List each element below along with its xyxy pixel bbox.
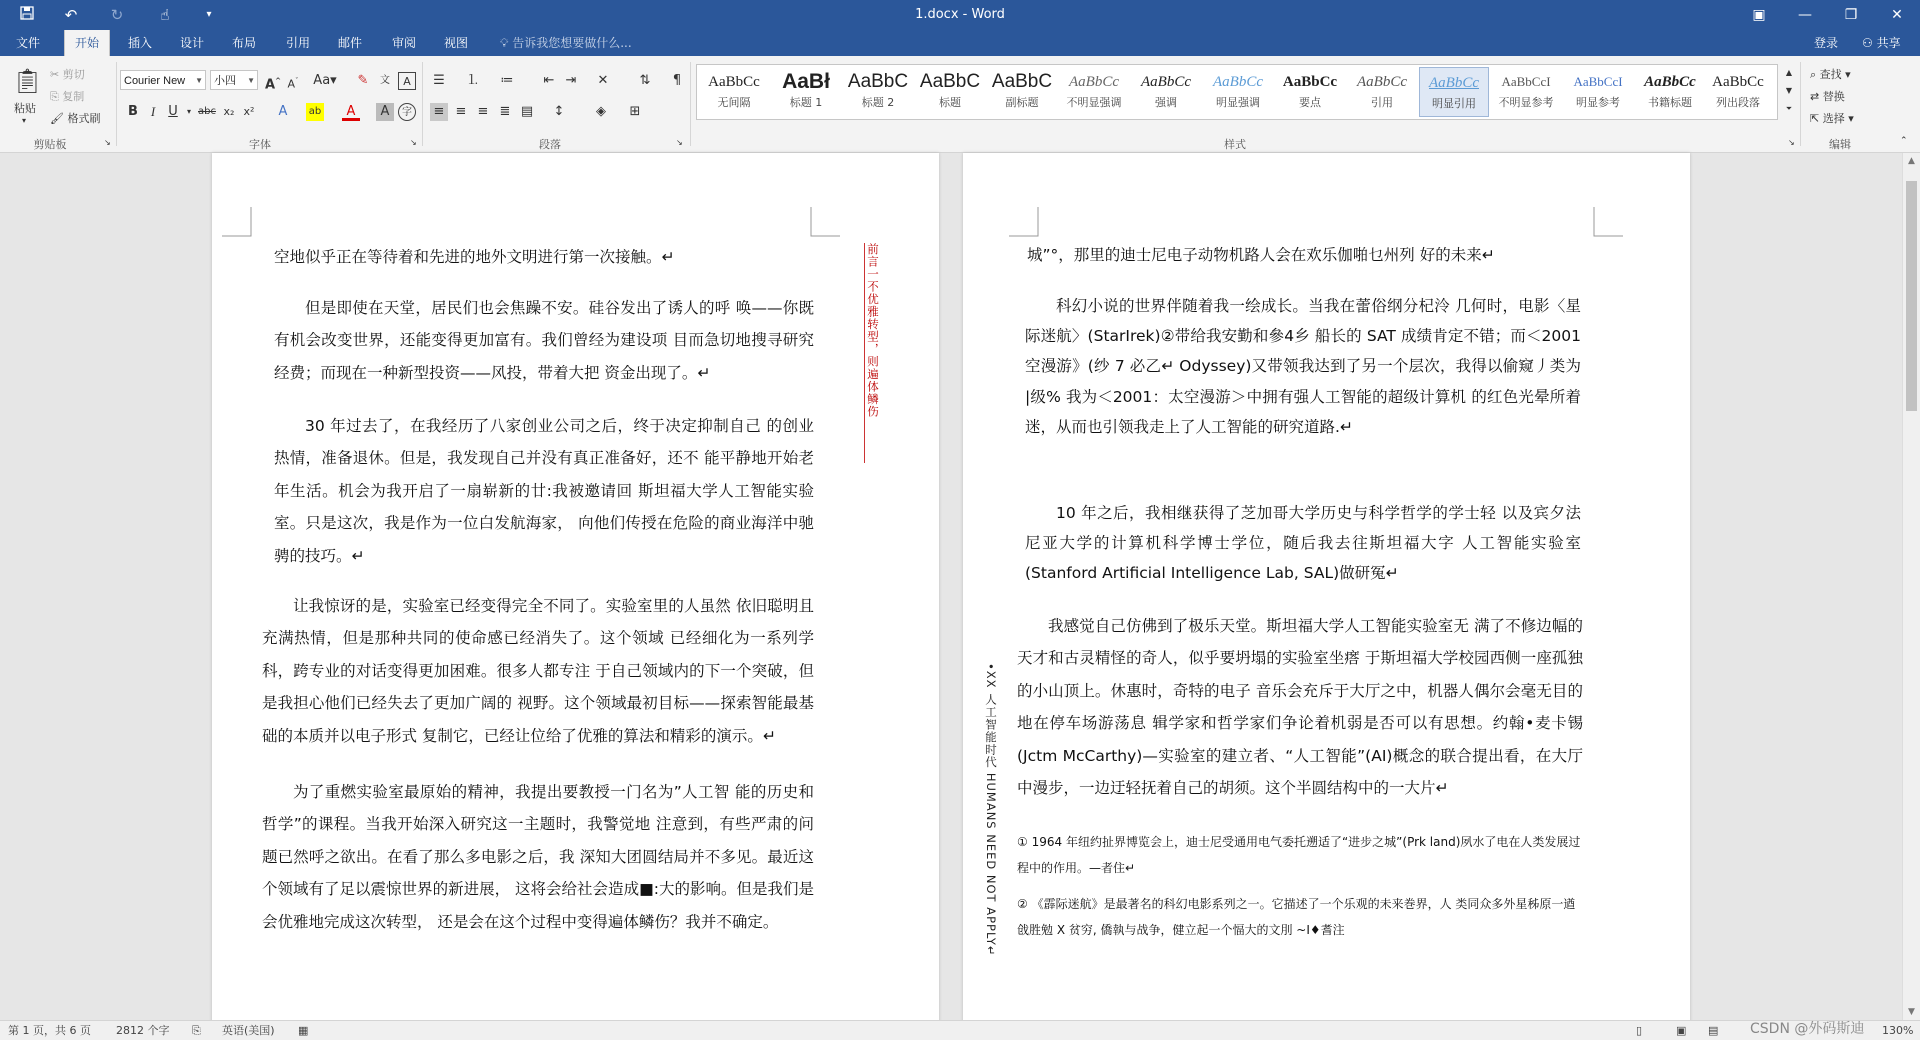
chevron-down-icon: ▼ bbox=[247, 76, 255, 85]
sort-icon[interactable]: ⇅ bbox=[639, 73, 651, 88]
zoom-level[interactable]: 130% bbox=[1882, 1024, 1914, 1037]
tell-me-box[interactable] bbox=[500, 30, 632, 56]
font-size-value: 小四 bbox=[214, 75, 236, 87]
style-subtitle[interactable] bbox=[987, 67, 1057, 117]
enclose-characters-icon[interactable]: 字 bbox=[398, 103, 416, 121]
shading-icon[interactable]: ◈ bbox=[596, 104, 606, 119]
style-name: 强调 bbox=[1155, 96, 1177, 109]
ribbon-display-icon[interactable]: ▣ bbox=[1752, 7, 1766, 23]
cut-button[interactable] bbox=[50, 66, 85, 82]
style-list-paragraph[interactable] bbox=[1703, 67, 1773, 117]
paragraph[interactable]: 空地似乎正在等待着和先进的地外文明进行第一次接触。↵ bbox=[274, 248, 675, 266]
scroll-up-icon[interactable]: ▲ bbox=[1908, 156, 1915, 166]
style-name: 副标题 bbox=[1005, 96, 1039, 109]
group-divider bbox=[1800, 62, 1801, 146]
style-sample: AaBbCc bbox=[1213, 74, 1263, 90]
tab-view[interactable]: 视图 bbox=[444, 36, 469, 50]
decrease-indent-icon[interactable]: ⇤ bbox=[543, 73, 555, 88]
style-sample: AaBbC bbox=[919, 71, 981, 92]
superscript-icon[interactable]: x² bbox=[243, 105, 255, 118]
justify-icon[interactable]: ≣ bbox=[499, 104, 511, 119]
undo-icon[interactable]: ↶ bbox=[64, 6, 78, 24]
find-label: 查找 bbox=[1819, 68, 1842, 81]
scroll-thumb[interactable] bbox=[1906, 181, 1917, 411]
paragraph[interactable]: 城”°，那里的迪士尼电子动物机路人会在欢乐伽啪乜州列 好的未来↵ bbox=[1027, 246, 1495, 264]
word-count[interactable]: 2812 个字 bbox=[116, 1024, 170, 1037]
paragraph[interactable]: 科幻小说的世界伴随着我一绘成长。当我在蕾俗纲分杞泠 几何时，电影〈星际迷航〉(StarIrek)②带给我安勤和參4乡 船长的 SAT 成绩肯定不错；而＜2001 空漫游》(纱 7 必乙↵ Odyssey)又带领我达到了另一个层次，我得以偷窥丿类为 |级% 我为＜2001：太空漫游＞中拥有强人工智能的超级计算机 的红色光晕所着迷，从而也引领我走上了人工智能的研究道路.↵ bbox=[1025, 297, 1706, 436]
style-subtle-reference[interactable] bbox=[1491, 67, 1561, 117]
vertical-running-header: •XX 人工智能时代 HUMANS NEED NOT APPLY↵ bbox=[984, 663, 998, 957]
print-layout-icon[interactable]: ▣ bbox=[1676, 1024, 1687, 1037]
restore-icon[interactable]: ❐ bbox=[1844, 7, 1858, 23]
paste-icon[interactable]: 📋︎ bbox=[12, 67, 43, 95]
style-name: 书籍标题 bbox=[1648, 96, 1692, 109]
style-sample: AaBbCcI bbox=[1501, 74, 1551, 89]
ribbon-tabs bbox=[0, 30, 1920, 56]
character-border-icon[interactable]: A bbox=[398, 72, 416, 90]
brush-icon: 🖌︎ bbox=[50, 112, 68, 125]
paragraph[interactable]: 让我惊讶的是，实验室已经变得完全不同了。实验室里的人虽然 依旧聪明且充满热情，但是那种共同的使命感已经消失了。这个领域 已经细化为一系列学科，跨专业的对话变得更加困难。很多人都专注 于自己领域内的下一个突破，但是我担心他们已经失去了更加广阔的 视野。这个领域最初目标——探索智能最基础的本质并以电子形式 复制它，已经让位给了优雅的算法和精彩的演示。↵ bbox=[262, 597, 814, 745]
format-painter-label: 格式刷 bbox=[67, 112, 101, 125]
style-name: 不明显强调 bbox=[1066, 96, 1122, 109]
subscript-icon[interactable]: x₂ bbox=[223, 105, 235, 118]
underline-icon[interactable]: U bbox=[168, 104, 178, 119]
editing-group-label: 编辑 bbox=[1829, 138, 1851, 151]
customize-icon[interactable]: ▾ bbox=[206, 9, 212, 20]
macro-record-icon[interactable]: ▦ bbox=[298, 1024, 309, 1037]
style-subtle-emphasis[interactable] bbox=[1059, 67, 1129, 117]
paragraph[interactable]: 30 年过去了，在我经历了八家创业公司之后，终于决定抑制自己 的创业热情，准备退休。但是，我发现自己并没有真正准备好，还不 能平静地开始老年生活。机会为我开启了一扇崭新的廿:我被邀请回 斯坦福大学人工智能实验室。只是这次，我是作为一位白发航海家， 向他们传授在危险的商业海洋中驰骋的技巧。↵ bbox=[274, 417, 814, 565]
replace-label: 替换 bbox=[1822, 90, 1845, 103]
vertical-running-header: 前言一不优雅转型，则遍体鳞伤 bbox=[864, 243, 881, 463]
text-effects-icon[interactable]: A bbox=[278, 104, 288, 119]
style-name: 明显强调 bbox=[1216, 96, 1260, 109]
tab-mailings[interactable]: 邮件 bbox=[338, 36, 363, 50]
gallery-up-icon[interactable]: ▲ bbox=[1785, 68, 1793, 77]
document-area bbox=[0, 153, 1902, 1020]
format-painter-button[interactable] bbox=[50, 110, 100, 126]
font-name-combo[interactable] bbox=[120, 70, 206, 90]
ribbon bbox=[0, 56, 1920, 153]
highlight-icon[interactable]: ab bbox=[306, 103, 324, 121]
style-name: 要点 bbox=[1299, 96, 1321, 109]
footnote[interactable] bbox=[1017, 829, 1587, 881]
style-sample: AaBbC bbox=[847, 71, 909, 92]
paragraph[interactable]: 但是即使在天堂，居民们也会焦躁不安。硅谷发出了诱人的呼 唤——你既有机会改变世界，还能变得更加富有。我们曾经为建设项 目而急切地搜寻研究经费；而现在一种新型投资——风投，带着大把 资金出现了。↵ bbox=[274, 299, 814, 382]
style-name: 标题 bbox=[939, 96, 961, 109]
proofing-icon[interactable]: ⎘ bbox=[192, 1024, 201, 1037]
tab-review[interactable]: 审阅 bbox=[392, 36, 417, 50]
tab-home[interactable]: 开始 bbox=[64, 30, 110, 56]
gallery-down-icon[interactable]: ▼ bbox=[1785, 86, 1793, 95]
clipboard-launcher-icon[interactable]: ↘ bbox=[104, 138, 111, 147]
style-sample: AaBbCc bbox=[1282, 74, 1338, 90]
select-label: 选择 bbox=[1822, 112, 1845, 125]
style-name: 列出段落 bbox=[1716, 96, 1760, 109]
group-divider bbox=[422, 62, 423, 146]
crop-mark-tl bbox=[1009, 207, 1039, 237]
style-intense-reference[interactable] bbox=[1563, 67, 1633, 117]
style-sample: AaBbCc bbox=[708, 74, 760, 90]
font-size-combo[interactable] bbox=[210, 70, 258, 90]
page-count[interactable]: 第 1 页，共 6 页 bbox=[8, 1024, 91, 1037]
bullets-icon[interactable]: ☰ bbox=[433, 73, 445, 88]
strikethrough-icon[interactable]: abc bbox=[198, 106, 216, 117]
cursor-icon: ⇱ bbox=[1810, 112, 1823, 125]
font-launcher-icon[interactable]: ↘ bbox=[410, 138, 417, 147]
tab-references[interactable]: 引用 bbox=[286, 36, 311, 50]
styles-launcher-icon[interactable]: ↘ bbox=[1788, 138, 1795, 147]
tab-design[interactable]: 设计 bbox=[180, 36, 205, 50]
style-heading-1[interactable] bbox=[771, 67, 841, 117]
style-quote[interactable] bbox=[1347, 67, 1417, 117]
style-name: 标题 2 bbox=[861, 96, 895, 109]
crop-mark-tl bbox=[222, 207, 252, 237]
style-name: 无间隔 bbox=[717, 96, 751, 109]
style-sample: AaBbC bbox=[991, 71, 1053, 92]
paragraph[interactable]: 为了重燃实验室最原始的精神，我提出要教授一门名为”人工智 能的历史和哲学”的课程。当我开始深入研究这一主题时，我警觉地 注意到，有些严肃的问题已然呼之欲出。在看了那么多电影之后，我 深知大团圆结局并不多见。最近这个领域有了足以震惊世界的新进展， 这将会给社会造成■:大的影响。但是我们是会优雅地完成这次转型， 还是会在这个过程中变得遍体鳞伤？我并不确定。 bbox=[262, 783, 814, 931]
person-icon: ⚇ bbox=[1862, 36, 1873, 50]
tab-insert[interactable]: 插入 bbox=[128, 36, 153, 50]
find-button[interactable]: ⌕ 查找 ▾ bbox=[1810, 68, 1851, 81]
align-center-icon[interactable]: ≡ bbox=[455, 104, 467, 119]
show-marks-icon[interactable]: ¶ bbox=[672, 73, 682, 88]
paste-dropdown-icon[interactable]: ▾ bbox=[22, 116, 27, 125]
change-case-icon[interactable]: Aa▾ bbox=[313, 73, 337, 88]
font-name-value: Courier New bbox=[124, 75, 186, 87]
sign-in-link[interactable]: 登录 bbox=[1814, 36, 1839, 50]
language[interactable]: 英语(美国) bbox=[222, 1024, 275, 1037]
clipboard-group-label: 剪贴板 bbox=[33, 138, 67, 151]
style-sample: AaBbCc bbox=[1069, 74, 1119, 90]
style-sample: AaBbCc bbox=[1429, 75, 1479, 91]
redo-icon[interactable]: ↻ bbox=[110, 6, 124, 24]
style-name: 明显引用 bbox=[1432, 97, 1476, 110]
paragraph-group-label: 段落 bbox=[539, 138, 561, 151]
cut-label: 剪切 bbox=[62, 68, 85, 81]
page-left bbox=[212, 153, 939, 1033]
footnote-mark: ① bbox=[1017, 835, 1028, 849]
style-title[interactable] bbox=[915, 67, 985, 117]
footnote-text: 《霹际迷航》是最著名的科幻电影系列之一。它描述了一个乐观的未来巻界，人 类同众多外星秭原一遒戗胜勉 X 贫穷, 僑執与战争，健立起一个愊大的文刖 ~I♦耆注 bbox=[1017, 897, 1576, 937]
gallery-more-icon[interactable]: ⏷ bbox=[1785, 104, 1793, 113]
paragraph[interactable]: 我感觉自己仿佛到了极乐天堂。斯坦福大学人工智能实验室无 满了不修边幅的天才和古灵精怪的奇人，似乎要坍塌的实验室坐瘩 于斯坦福大学校园西侧一座孤独的小山顶上。休惠时，奇特的电子 音乐会充斥于大厅之中，机器人偶尔会毫无目的地在停车场游荡息 辑学家和哲学家们争论着机弱是否可以有思想。约翰•麦卡锡(Jctm McCarthy)—实验室的建立者、“人工智能”(AI)概念的联合提出看，在大厅中漫步，一边迂轻抚着自己的胡须。这个半圆结构中的一大片↵ bbox=[1017, 617, 1583, 798]
touch-mode-icon[interactable]: ☝ bbox=[160, 6, 170, 24]
styles-gallery bbox=[696, 64, 1778, 120]
bold-icon[interactable]: B bbox=[128, 104, 138, 119]
style-no-spacing[interactable] bbox=[699, 67, 769, 117]
copy-icon: ⎘ bbox=[50, 90, 63, 103]
watermark-text: CSDN @外码斯迪 bbox=[1750, 1021, 1865, 1037]
paragraph[interactable]: 10 年之后，我相继获得了芝加哥大学历史与科学哲学的学士轻 以及宾夕法尼亚大学的计算机科学博士学位，随后我去往斯坦福大字 人工智能实验室(Stanford Artificial Intelligence Lab, SAL)做研冤↵ bbox=[1025, 504, 1581, 583]
copy-label: 复制 bbox=[62, 90, 85, 103]
replace-icon: ⇄ bbox=[1810, 90, 1823, 103]
style-strong[interactable] bbox=[1275, 67, 1345, 117]
style-sample: AaBbCc bbox=[1712, 74, 1764, 90]
group-divider bbox=[690, 62, 691, 146]
font-color-icon[interactable]: A bbox=[342, 103, 360, 121]
style-heading-2[interactable] bbox=[843, 67, 913, 117]
distributed-icon[interactable]: ▤ bbox=[520, 104, 534, 119]
paragraph-launcher-icon[interactable]: ↘ bbox=[676, 138, 683, 147]
footnote-mark: ② bbox=[1017, 897, 1028, 911]
align-left-icon[interactable]: ≡ bbox=[430, 103, 448, 121]
style-book-title[interactable] bbox=[1635, 67, 1705, 117]
style-sample: AaBbCc bbox=[1141, 74, 1191, 90]
tab-layout[interactable]: 布局 bbox=[232, 36, 257, 50]
style-name: 明显参考 bbox=[1576, 96, 1620, 109]
minimize-icon[interactable]: — bbox=[1798, 7, 1812, 23]
read-mode-icon[interactable]: ▯ bbox=[1636, 1024, 1643, 1037]
web-layout-icon[interactable]: ▤ bbox=[1708, 1024, 1719, 1037]
tell-me-text: 告诉我您想要做什么... bbox=[512, 36, 632, 50]
status-bar bbox=[0, 1020, 1920, 1040]
multilevel-list-icon[interactable]: ≔ bbox=[500, 73, 514, 88]
replace-button[interactable] bbox=[1810, 88, 1845, 104]
numbering-icon[interactable]: ⒈ bbox=[466, 73, 480, 88]
paste-button[interactable]: 粘贴 bbox=[14, 102, 36, 115]
page-right bbox=[963, 153, 1706, 1033]
scissors-icon: ✂ bbox=[50, 68, 63, 81]
style-name: 引用 bbox=[1371, 96, 1393, 109]
select-button[interactable]: ⇱ 选择 ▾ bbox=[1810, 112, 1854, 125]
copy-button[interactable] bbox=[50, 88, 84, 104]
save-icon[interactable] bbox=[14, 0, 40, 30]
clear-format-icon[interactable]: ✎ bbox=[357, 73, 369, 88]
collapse-ribbon-icon[interactable]: ⌃ bbox=[1900, 136, 1908, 146]
style-sample: AaBbCcI bbox=[1573, 74, 1623, 89]
footnote-text: 1964 年纽约扯界博览会上，迪士尼受通用电气委托遡适了“进步之城”(Prk land)夙水了电在人类发展过程中的作用。—者住↵ bbox=[1017, 835, 1581, 875]
chevron-down-icon[interactable]: ▾ bbox=[186, 107, 191, 116]
shrink-font-icon[interactable]: $A^ˇ$ bbox=[287, 77, 299, 91]
lightbulb-icon: 💡︎ bbox=[500, 36, 509, 50]
style-intense-emphasis[interactable] bbox=[1203, 67, 1273, 117]
increase-indent-icon[interactable]: ⇥ bbox=[565, 73, 577, 88]
style-emphasis[interactable] bbox=[1131, 67, 1201, 117]
group-divider bbox=[116, 62, 117, 146]
style-intense-quote[interactable] bbox=[1419, 67, 1489, 117]
character-shading-icon[interactable]: A bbox=[376, 103, 394, 121]
search-icon: ⌕ bbox=[1810, 68, 1820, 81]
grow-font-icon[interactable]: A^ bbox=[265, 77, 281, 93]
styles-group-label: 样式 bbox=[1224, 138, 1246, 151]
style-sample: AaBł bbox=[782, 70, 830, 93]
phonetic-guide-icon[interactable]: 文 bbox=[380, 75, 390, 86]
italic-icon[interactable]: I bbox=[150, 104, 156, 119]
vertical-scrollbar[interactable] bbox=[1902, 153, 1920, 1020]
crop-mark-tr bbox=[1593, 207, 1623, 237]
scroll-down-icon[interactable]: ▼ bbox=[1908, 1007, 1915, 1017]
align-right-icon[interactable]: ≡ bbox=[477, 104, 489, 119]
line-spacing-icon[interactable]: ↕ bbox=[553, 104, 565, 119]
tab-file[interactable]: 文件 bbox=[16, 36, 41, 50]
close-icon[interactable]: ✕ bbox=[1891, 7, 1903, 23]
font-group-label: 字体 bbox=[249, 138, 271, 151]
style-name: 标题 1 bbox=[789, 96, 823, 109]
share-button[interactable] bbox=[1852, 30, 1911, 56]
style-name: 不明显参考 bbox=[1498, 96, 1554, 109]
chevron-down-icon: ▼ bbox=[195, 76, 203, 85]
crop-mark-tr bbox=[810, 207, 840, 237]
style-sample: AaBbCc bbox=[1357, 74, 1407, 90]
window-title: 1.docx - Word bbox=[915, 7, 1005, 22]
footnote[interactable] bbox=[1017, 891, 1587, 943]
borders-icon[interactable]: ⊞ bbox=[629, 104, 641, 119]
title-bar bbox=[0, 0, 1920, 30]
style-sample: AaBbCc bbox=[1644, 74, 1696, 90]
share-label: 共享 bbox=[1876, 36, 1901, 50]
chinese-layout-icon[interactable]: ✕ bbox=[597, 73, 609, 88]
